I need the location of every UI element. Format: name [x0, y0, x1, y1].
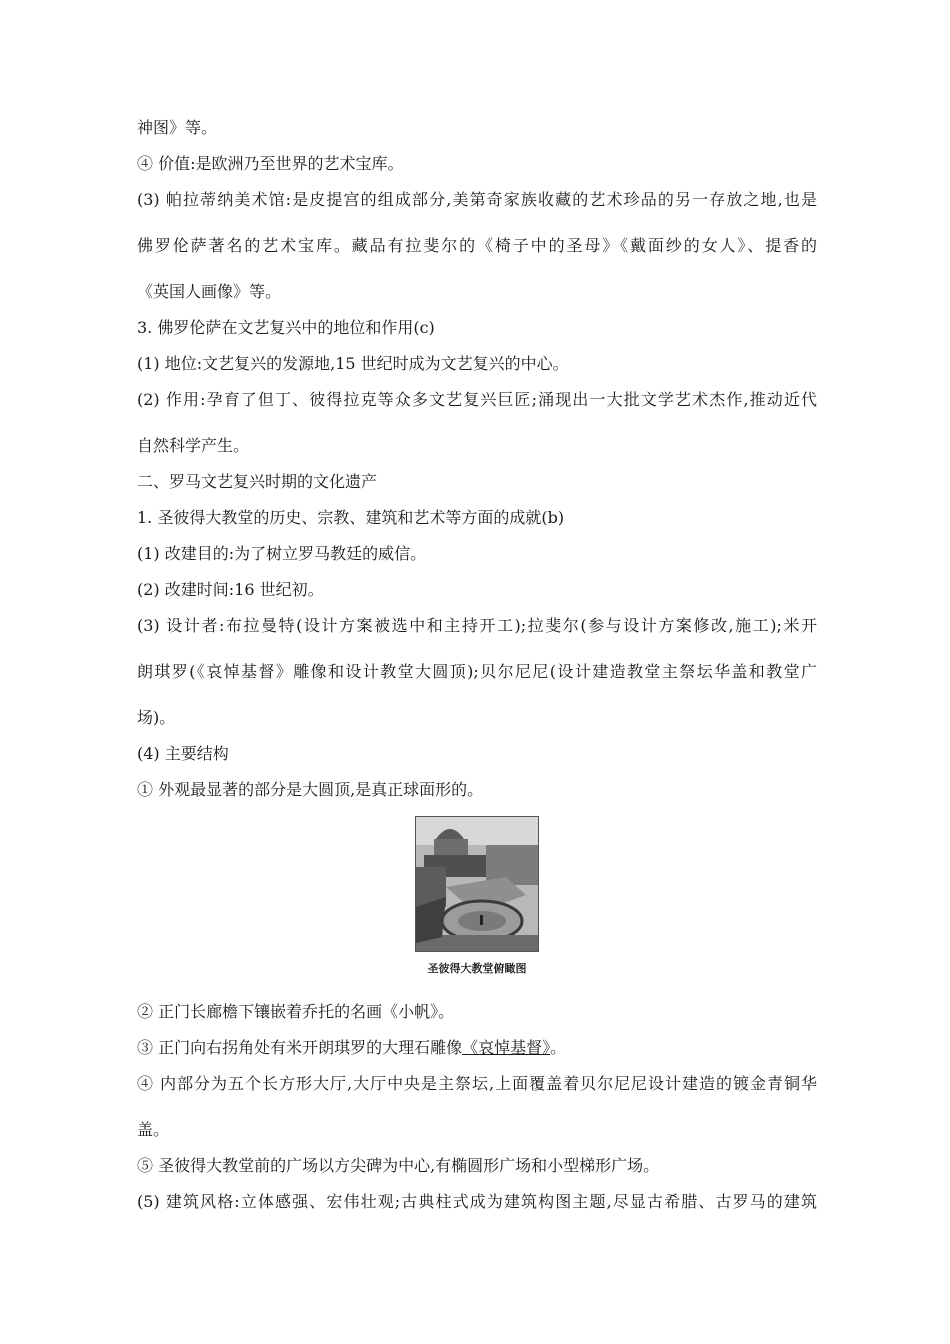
text-line: ⑤ 圣彼得大教堂前的广场以方尖碑为中心,有椭圆形广场和小型梯形广场。: [137, 1156, 660, 1175]
text-line: 场)。: [137, 708, 176, 727]
text-line: ② 正门长廊檐下镶嵌着乔托的名画《小帆》。: [137, 1002, 455, 1021]
text-line: [137, 1038, 817, 1058]
text-line: (5) 建筑风格:立体感强、宏伟壮观;古典柱式成为建筑构图主题,尽显古希腊、古罗马的建筑: [137, 1192, 817, 1211]
text-line: ④ 价值:是欧洲乃至世界的艺术宝库。: [137, 154, 404, 173]
section-heading: 二、罗马文艺复兴时期的文化遗产: [137, 472, 378, 491]
text-line: (3) 帕拉蒂纳美术馆:是皮提宫的组成部分,美第奇家族收藏的艺术珍品的另一存放之地,也是: [137, 190, 817, 209]
document-page: [137, 118, 817, 1212]
text-line: (2) 改建时间:16 世纪初。: [137, 580, 324, 599]
figure: [137, 816, 817, 976]
underlined-title: 《哀悼基督》: [462, 1038, 551, 1057]
text-line: (1) 改建目的:为了树立罗马教廷的威信。: [137, 544, 427, 563]
text-line: (1) 地位:文艺复兴的发源地,15 世纪时成为文艺复兴的中心。: [137, 354, 569, 373]
text-segment: ③ 正门向右拐角处有米开朗琪罗的大理石雕像: [137, 1038, 463, 1057]
section-heading: 1. 圣彼得大教堂的历史、宗教、建筑和艺术等方面的成就(b): [137, 508, 565, 527]
text-line: 神图》等。: [137, 118, 218, 137]
text-line: (2) 作用:孕育了但丁、彼得拉克等众多文艺复兴巨匠;涌现出一大批文学艺术杰作,推动近代: [137, 390, 817, 409]
text-line: 自然科学产生。: [137, 436, 250, 455]
text-line: 盖。: [137, 1120, 170, 1139]
figure-caption: 圣彼得大教堂俯瞰图: [427, 962, 527, 975]
text-line: 佛罗伦萨著名的艺术宝库。藏品有拉斐尔的《椅子中的圣母》《戴面纱的女人》、提香的: [137, 236, 817, 255]
text-line: ① 外观最显著的部分是大圆顶,是真正球面形的。: [137, 780, 484, 799]
st-peters-basilica-aerial-photo: [415, 816, 539, 952]
text-segment: 。: [550, 1038, 567, 1057]
text-line: (3) 设计者:布拉曼特(设计方案被选中和主持开工);拉斐尔(参与设计方案修改,施工);米开: [137, 616, 817, 635]
text-line: 《英国人画像》等。: [137, 282, 282, 301]
text-line: (4) 主要结构: [137, 744, 229, 763]
text-line: 朗琪罗(《哀悼基督》雕像和设计教堂大圆顶);贝尔尼尼(设计建造教堂主祭坛华盖和教堂广: [137, 662, 817, 681]
section-heading: 3. 佛罗伦萨在文艺复兴中的地位和作用(c): [137, 318, 435, 337]
text-line: ④ 内部分为五个长方形大厅,大厅中央是主祭坛,上面覆盖着贝尔尼尼设计建造的镀金青铜华: [137, 1074, 817, 1093]
